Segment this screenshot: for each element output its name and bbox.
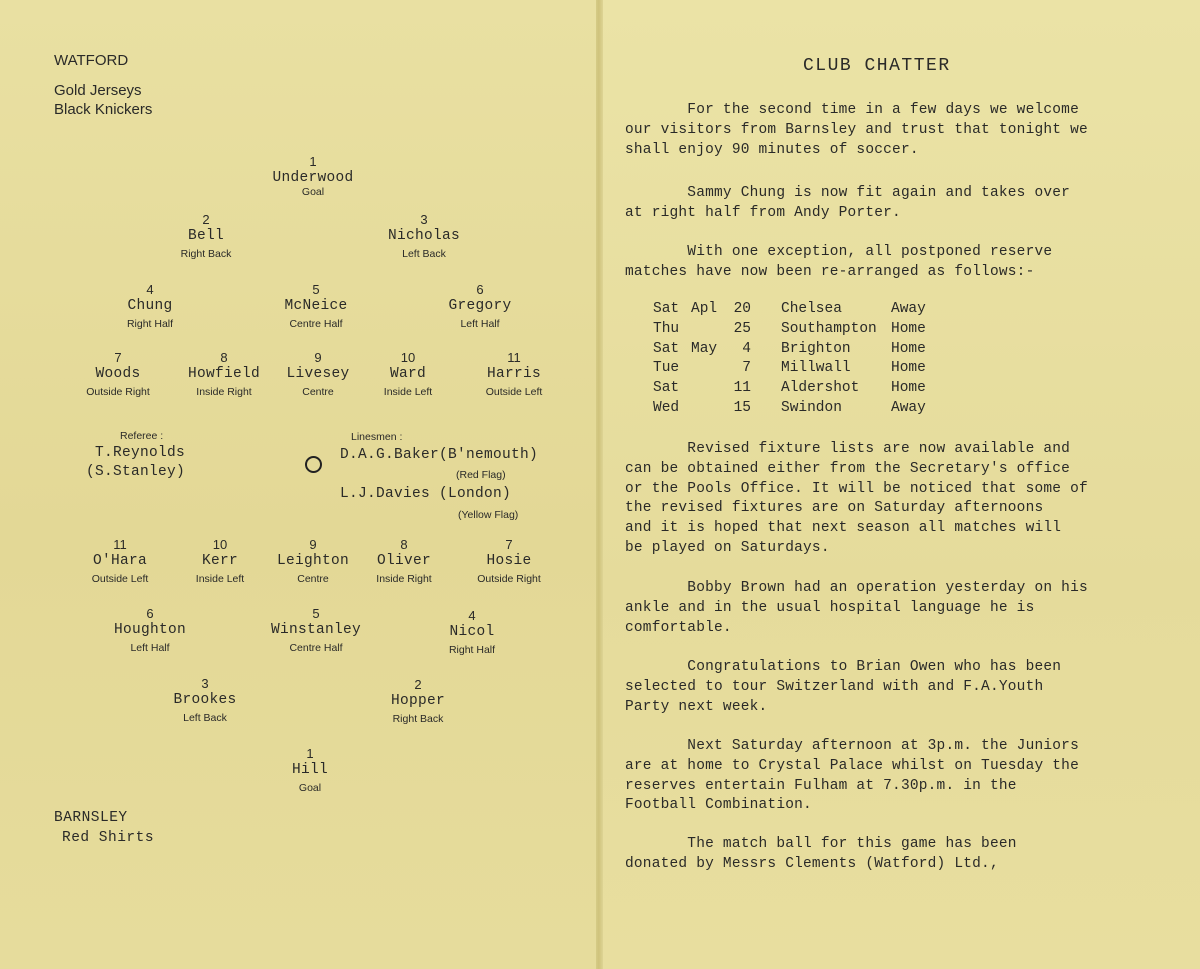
player-number: 1 — [306, 746, 314, 761]
fixture-day: Tue — [653, 360, 680, 377]
paragraph-brian-owen: Congratulations to Brian Owen who has been selected to tour Switzerland with and F.A.Youth Party next week. — [625, 659, 1062, 715]
fixture-opponent: Chelsea — [781, 301, 842, 317]
linesman-2: L.J.Davies (London) — [340, 486, 512, 502]
player-position: Right Back — [180, 248, 232, 260]
fixture-day: Sat — [653, 340, 680, 357]
player-number: 1 — [309, 154, 317, 169]
paragraph-fixture-lists: Revised fixture lists are now available and can be obtained either from the Secretary's office or the Pools Office. It will be noticed that some of the revised fixtures are on Saturday afternoons and it is hoped that next season all matches will be played on Saturdays. — [625, 441, 1088, 556]
home-player — [448, 282, 511, 331]
away-player — [92, 537, 149, 586]
linesmen-label: Linesmen : — [351, 431, 403, 443]
away-player — [292, 746, 328, 795]
home-player — [284, 282, 347, 331]
player-number: 4 — [468, 608, 476, 623]
referee-name: T.Reynolds — [95, 445, 186, 461]
fixture-month: Apl — [691, 301, 718, 317]
player-position: Outside Left — [485, 386, 543, 398]
player-name: Howfield — [187, 366, 261, 382]
home-player — [384, 350, 432, 399]
away-player — [114, 606, 186, 655]
away-player — [277, 537, 349, 586]
paragraph-match-ball: The match ball for this game has been donated by Messrs Clements (Watford) Ltd., — [625, 836, 1017, 872]
fixture-date: 20 — [733, 301, 751, 317]
home-player — [286, 350, 349, 399]
fixture-date: 11 — [733, 380, 751, 397]
player-position: Left Half — [460, 318, 500, 330]
player-name: Houghton — [113, 622, 187, 638]
player-name: Chung — [127, 298, 173, 314]
fixture-month: May — [691, 340, 718, 357]
away-player — [196, 537, 244, 586]
player-name: Hill — [291, 762, 329, 778]
page-title: CLUB CHATTER — [803, 56, 951, 76]
paragraph-welcome: For the second time in a few days we welcome our visitors from Barnsley and trust that tonight we shall enjoy 90 minutes of soccer. — [625, 102, 1088, 158]
player-position: Centre — [297, 573, 329, 585]
player-name: Underwood — [272, 170, 354, 186]
player-position: Right Back — [392, 713, 444, 725]
player-number: 11 — [507, 350, 521, 365]
home-player — [388, 212, 460, 261]
player-name: Woods — [95, 366, 141, 382]
player-name: Winstanley — [270, 622, 362, 638]
linesman-1: D.A.G.Baker(B'nemouth) — [340, 447, 539, 463]
player-name: Brookes — [173, 692, 237, 708]
player-number: 7 — [505, 537, 513, 552]
fixture-venue: Away — [891, 399, 926, 416]
home-player — [486, 350, 543, 399]
fixture-opponent: Swindon — [781, 399, 842, 416]
player-name: Hosie — [486, 553, 532, 569]
player-number: 8 — [220, 350, 228, 365]
player-name: Livesey — [286, 366, 350, 382]
player-number: 5 — [312, 606, 320, 621]
player-position: Right Half — [448, 644, 496, 656]
player-position: Centre — [302, 386, 334, 398]
linesman-2-flag: (Yellow Flag) — [458, 509, 519, 521]
fixture-date: 4 — [742, 340, 751, 357]
fixture-date: 25 — [733, 320, 751, 337]
home-player — [86, 350, 150, 399]
home-player — [188, 350, 260, 399]
fixture-date: 15 — [733, 399, 751, 416]
player-position: Centre Half — [289, 642, 343, 654]
player-position: Left Half — [130, 642, 170, 654]
home-kit-knickers: Black Knickers — [54, 101, 153, 118]
fixture-venue: Home — [891, 340, 926, 357]
player-position: Outside Right — [86, 386, 150, 398]
home-player — [272, 154, 353, 199]
away-team-name: BARNSLEY — [54, 810, 128, 826]
paragraph-reserves: With one exception, all postponed reserve matches have now been re-arranged as follows:- — [625, 244, 1053, 280]
fixture-opponent: Aldershot — [781, 380, 860, 397]
player-position: Inside Right — [376, 573, 432, 585]
centre-circle-icon — [305, 456, 322, 473]
player-position: Goal — [301, 186, 325, 198]
linesman-1-flag: (Red Flag) — [456, 469, 506, 481]
fixture-opponent: Brighton — [781, 340, 851, 357]
home-kit-jerseys: Gold Jerseys — [54, 82, 142, 99]
player-number: 3 — [420, 212, 428, 227]
away-player — [173, 676, 236, 725]
player-number: 6 — [146, 606, 154, 621]
player-position: Outside Left — [91, 573, 149, 585]
referee-label: Referee : — [120, 430, 164, 442]
home-player — [127, 282, 173, 331]
away-kit: Red Shirts — [62, 830, 155, 846]
player-position: Inside Right — [196, 386, 252, 398]
player-number: 10 — [212, 537, 228, 552]
referee-town: (S.Stanley) — [86, 464, 186, 480]
player-position: Left Back — [402, 248, 446, 260]
player-position: Inside Left — [383, 386, 433, 398]
player-number: 9 — [309, 537, 317, 552]
player-name: Hopper — [390, 693, 446, 709]
fixture-venue: Home — [891, 380, 926, 397]
player-number: 5 — [312, 282, 320, 297]
player-number: 10 — [400, 350, 416, 365]
player-position: Goal — [298, 782, 322, 794]
player-number: 8 — [400, 537, 408, 552]
away-player — [449, 608, 495, 657]
player-name: O'Hara — [92, 553, 147, 569]
home-player — [181, 212, 232, 261]
fixture-venue: Home — [891, 320, 926, 337]
player-number: 2 — [202, 212, 210, 227]
player-position: Centre Half — [289, 318, 343, 330]
away-player — [271, 606, 361, 655]
fixture-day: Wed — [653, 399, 680, 416]
player-number: 4 — [146, 282, 154, 297]
away-player — [376, 537, 431, 586]
player-name: Bell — [187, 228, 224, 244]
player-name: Gregory — [448, 298, 512, 314]
away-player — [477, 537, 541, 586]
player-name: Nicol — [449, 624, 495, 640]
player-number: 6 — [476, 282, 484, 297]
player-number: 3 — [201, 676, 209, 691]
fixture-day: Thu — [653, 320, 680, 337]
fixture-venue: Away — [891, 301, 926, 317]
home-team-name: WATFORD — [54, 52, 129, 69]
player-name: Harris — [486, 366, 541, 382]
player-name: Nicholas — [387, 228, 461, 244]
player-number: 11 — [113, 537, 127, 552]
fixture-opponent: Southampton — [781, 320, 877, 337]
player-name: Oliver — [376, 553, 432, 569]
player-number: 2 — [414, 677, 422, 692]
paragraph-next-saturday: Next Saturday afternoon at 3p.m. the Juniors are at home to Crystal Palace whilst on Tuesday the reserves entertain Fulham at 7.30p.m. in the Football Combination. — [625, 738, 1079, 814]
fixture-opponent: Millwall — [781, 360, 851, 377]
player-position: Right Half — [126, 318, 174, 330]
player-number: 9 — [314, 350, 322, 365]
player-name: Ward — [389, 366, 427, 382]
fixture-venue: Home — [891, 360, 926, 377]
player-name: Leighton — [276, 553, 350, 569]
player-number: 7 — [114, 350, 122, 365]
paragraph-chung: Sammy Chung is now fit again and takes over at right half from Andy Porter. — [625, 185, 1071, 221]
fixture-day: Sat — [653, 380, 680, 397]
fixture-date: 7 — [742, 360, 751, 377]
player-name: McNeice — [284, 298, 348, 314]
fixture-day: Sat — [653, 301, 680, 317]
page-fold — [596, 0, 603, 969]
away-player — [391, 677, 445, 726]
paragraph-bobby-brown: Bobby Brown had an operation yesterday on his ankle and in the usual hospital language he is comfortable. — [625, 580, 1088, 636]
player-position: Inside Left — [195, 573, 245, 585]
player-name: Kerr — [201, 553, 239, 569]
player-position: Outside Right — [477, 573, 541, 585]
player-position: Left Back — [183, 712, 227, 724]
